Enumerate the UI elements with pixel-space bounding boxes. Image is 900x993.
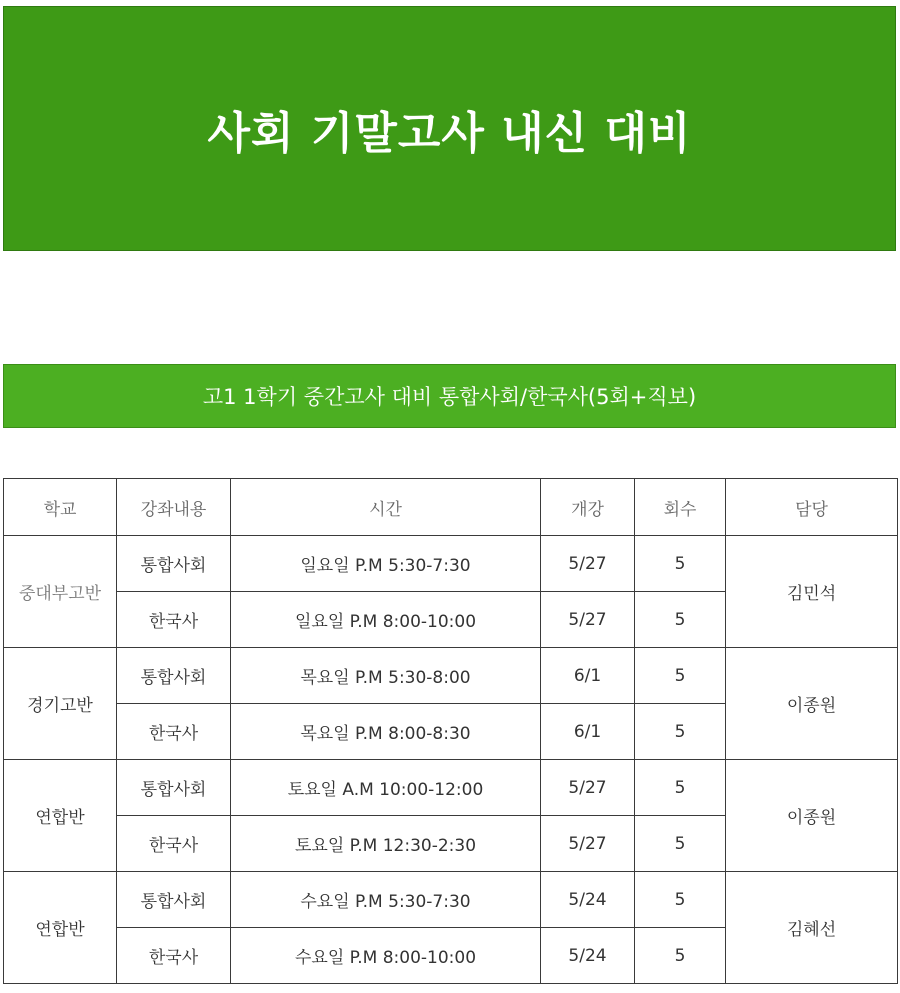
time-cell: 토요일 A.M 10:00-12:00 [231,760,541,816]
time-cell: 목요일 P.M 8:00-8:30 [231,704,541,760]
count-cell: 5 [635,704,726,760]
school-cell: 연합반 [4,872,117,984]
course-cell: 통합사회 [117,648,231,704]
header-teacher: 담당 [726,479,898,536]
school-cell: 중대부고반 [4,536,117,648]
start-cell: 5/27 [541,536,635,592]
title-banner [3,6,896,251]
count-cell: 5 [635,872,726,928]
course-cell: 한국사 [117,928,231,984]
start-cell: 5/24 [541,928,635,984]
start-cell: 6/1 [541,648,635,704]
count-cell: 5 [635,648,726,704]
count-cell: 5 [635,536,726,592]
header-course: 강좌내용 [117,479,231,536]
time-cell: 목요일 P.M 5:30-8:00 [231,648,541,704]
course-cell: 한국사 [117,592,231,648]
time-cell: 일요일 P.M 8:00-10:00 [231,592,541,648]
header-start: 개강 [541,479,635,536]
time-cell: 수요일 P.M 8:00-10:00 [231,928,541,984]
teacher-cell: 김민석 [726,536,898,648]
course-cell: 한국사 [117,704,231,760]
teacher-cell: 김혜선 [726,872,898,984]
start-cell: 5/24 [541,872,635,928]
course-cell: 통합사회 [117,872,231,928]
table-row [4,760,898,816]
start-cell: 6/1 [541,704,635,760]
count-cell: 5 [635,592,726,648]
count-cell: 5 [635,928,726,984]
start-cell: 5/27 [541,592,635,648]
course-cell: 통합사회 [117,536,231,592]
school-cell: 연합반 [4,760,117,872]
page-title: 사회 기말고사 내신 대비 [207,107,692,159]
table-row [4,536,898,592]
time-cell: 일요일 P.M 5:30-7:30 [231,536,541,592]
teacher-cell: 이종원 [726,648,898,760]
header-time: 시간 [231,479,541,536]
course-subheader [3,364,896,428]
table-header-row [4,479,898,536]
count-cell: 5 [635,816,726,872]
schedule-table [3,478,898,984]
teacher-cell: 이종원 [726,760,898,872]
course-cell: 한국사 [117,816,231,872]
time-cell: 토요일 P.M 12:30-2:30 [231,816,541,872]
start-cell: 5/27 [541,816,635,872]
course-subheader-text: 고1 1학기 중간고사 대비 통합사회/한국사(5회+직보) [202,385,697,409]
school-cell: 경기고반 [4,648,117,760]
count-cell: 5 [635,760,726,816]
table-row [4,872,898,928]
time-cell: 수요일 P.M 5:30-7:30 [231,872,541,928]
table-row [4,648,898,704]
header-school: 학교 [4,479,117,536]
header-count: 회수 [635,479,726,536]
course-cell: 통합사회 [117,760,231,816]
start-cell: 5/27 [541,760,635,816]
